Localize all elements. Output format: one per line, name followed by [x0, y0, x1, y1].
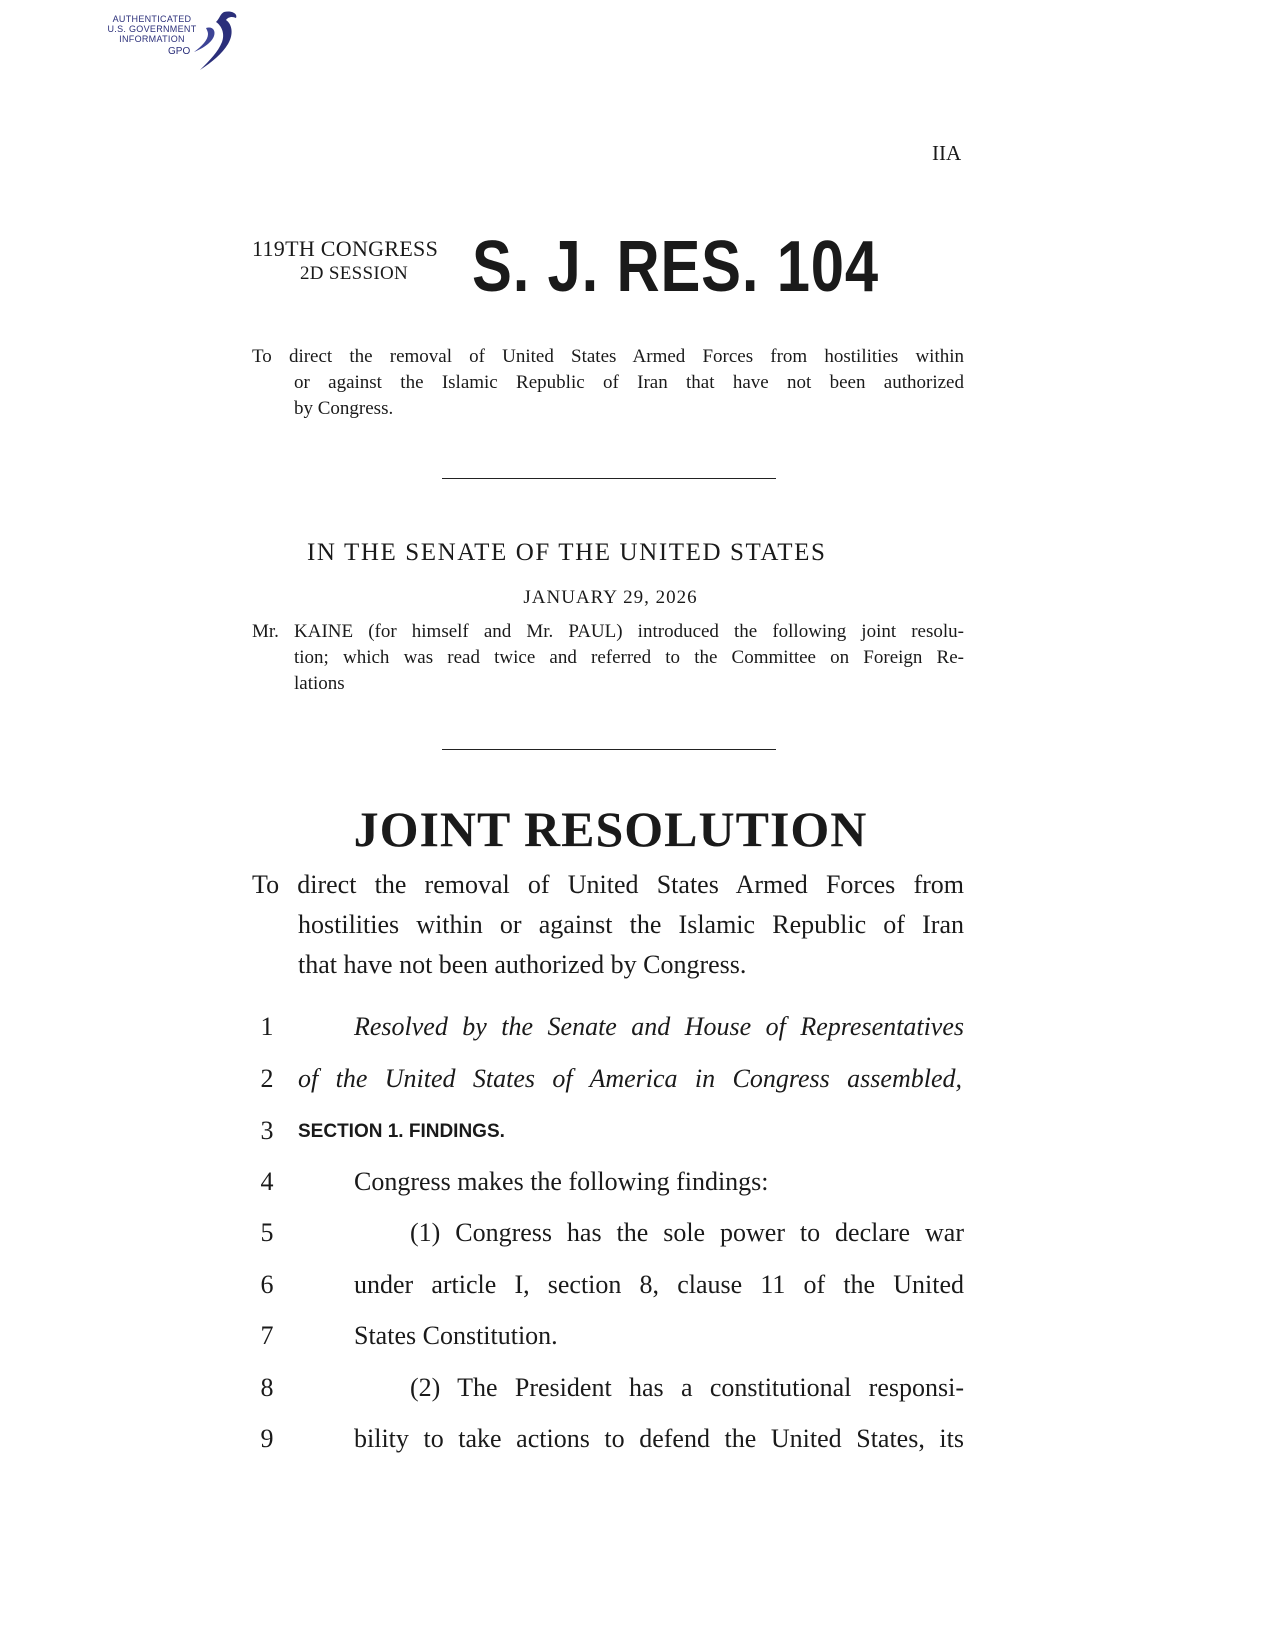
finding-1-line-3: States Constitution.	[354, 1321, 558, 1350]
introduction-date: JANUARY 29, 2026	[523, 587, 698, 608]
line-number: 1	[260, 1012, 274, 1041]
action-line-1: Mr. KAINE (for himself and Mr. PAUL) introduced the following joint resolu-	[252, 621, 964, 642]
congress-number: 119TH CONGRESS	[252, 236, 439, 261]
short-title-line-1: To direct the removal of United States Armed Forces from hostilities within	[252, 346, 964, 367]
eagle-icon	[186, 8, 242, 74]
line-number: 8	[260, 1373, 274, 1402]
line-number: 2	[260, 1064, 274, 1093]
official-title-line-1: To direct the removal of United States Armed Forces from	[252, 870, 964, 899]
finding-2-line-1: (2) The President has a constitutional responsi-	[410, 1373, 964, 1402]
finding-1-line-2: under article I, section 8, clause 11 of the United	[354, 1270, 964, 1299]
session-number: 2D SESSION	[300, 263, 409, 284]
enacting-clause-line-1: Resolved by the Senate and House of Representatives	[354, 1012, 964, 1041]
seal-abbr: GPO	[168, 46, 191, 57]
divider-rule	[442, 749, 776, 750]
action-line-2: tion; which was read twice and referred to the Committee on Foreign Re-	[294, 647, 964, 668]
line-number: 9	[260, 1424, 274, 1453]
bill-number: S. J. RES. 104	[472, 227, 879, 307]
line-number: 6	[260, 1270, 274, 1299]
finding-1-line-1: (1) Congress has the sole power to declare war	[410, 1218, 964, 1247]
finding-2-line-2: bility to take actions to defend the United States, its	[354, 1424, 964, 1453]
short-title-line-3: by Congress.	[294, 398, 394, 419]
seal-line-3: INFORMATION	[119, 34, 185, 44]
enacting-clause-line-2: of the United States of America in Congress assembled,	[298, 1064, 962, 1093]
body-line: Congress makes the following findings:	[354, 1167, 769, 1196]
line-number: 3	[260, 1116, 274, 1145]
chamber-heading: IN THE SENATE OF THE UNITED STATES	[307, 539, 827, 566]
official-title-line-2: hostilities within or against the Islamic Republic of Iran	[298, 910, 964, 939]
document-type-heading: JOINT RESOLUTION	[353, 801, 868, 857]
line-number: 7	[260, 1321, 274, 1350]
calendar-code: IIA	[932, 141, 962, 165]
section-heading: SECTION 1. FINDINGS.	[298, 1121, 505, 1142]
divider-rule	[442, 478, 776, 479]
line-number: 4	[260, 1167, 274, 1196]
line-number: 5	[260, 1218, 274, 1247]
action-line-3: lations	[294, 673, 345, 694]
seal-line-1: AUTHENTICATED	[112, 14, 192, 24]
seal-line-2: U.S. GOVERNMENT	[107, 24, 197, 34]
official-title-line-3: that have not been authorized by Congress.	[298, 950, 747, 979]
gpo-authentication-seal	[100, 8, 240, 78]
short-title-line-2: or against the Islamic Republic of Iran that have not been authorized	[294, 372, 964, 393]
